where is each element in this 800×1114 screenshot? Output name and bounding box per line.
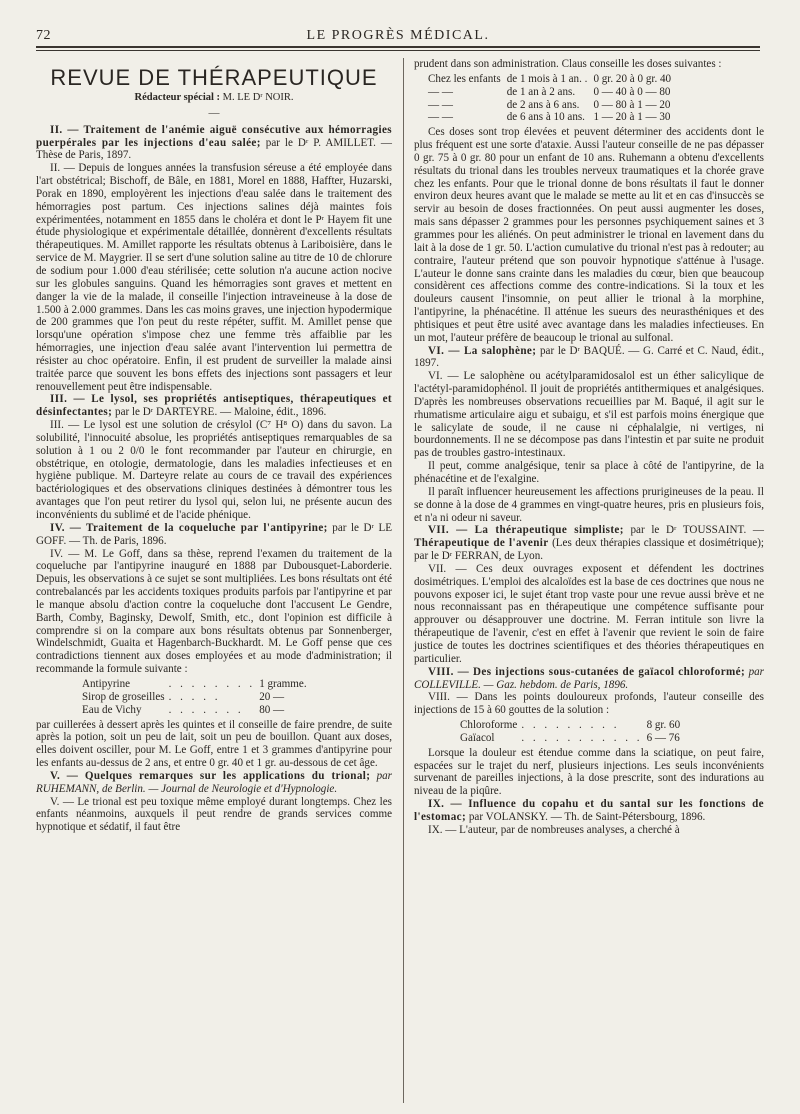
journal-title: LE PROGRÈS MÉDICAL. xyxy=(306,28,490,43)
column-divider xyxy=(403,58,404,1103)
dose-subject: — — xyxy=(428,111,453,124)
formula-leader: . . . . . xyxy=(168,690,221,703)
formula-ingredient: Eau de Vichy xyxy=(82,703,142,716)
article-body-5: V. — Le trional est peu toxique même employé durant longtemps. Chez les enfants néanmoins, auxquels il peut rendre de grands services comme hypnotique et sédatif, il faut être xyxy=(36,795,392,834)
article-body-8: VIII. — Dans les points douloureux profonds, l'auteur conseille des injections de 15 à 60 gouttes de la solution : xyxy=(414,691,764,717)
dose-row xyxy=(428,73,677,86)
formula-leader: . . . . . . . xyxy=(168,703,244,716)
formula-amount: 1 gramme. xyxy=(259,677,307,690)
dose-row xyxy=(428,111,677,124)
formula-ingredient: Gaïacol xyxy=(460,731,495,744)
formula-amount: 8 gr. 60 xyxy=(646,719,681,732)
dose-age: de 1 mois à 1 an. . xyxy=(506,72,588,85)
article-body-4: IV. — M. Le Goff, dans sa thèse, reprend l'examen du traitement de la coqueluche par l'antipyrine inauguré en 1888 par Dubousquet-Laborderie. Depuis, les observations à ce sujet se sont multipliées. Les bons résultats ont été contrebalancés par les accidents toxiques produits parfois par l'antipyrine et par le manque absolu d'action contre la coqueluche dont l'accusent Le Gendre, Barth, Comby, Baginsky, Dewolf, Smith, etc., dont l'opinion est difficile à comprendre si on la compare aux bons résultats obtenus par Sonnenberger, Windelschmidt, Guaita et Hagenbarch-Buckhardt. M. Le Goff pense que ces contradictions tiennent aux doses employées et au mode d'administration; il recommande la formule suivante : xyxy=(36,547,392,676)
formula-ingredient: Chloroforme xyxy=(460,719,518,732)
dose-subject: — — xyxy=(428,85,453,98)
heading-5-title: V. — Quelques remarques sur les applications du trional; xyxy=(50,769,371,782)
formula-row xyxy=(82,678,311,691)
formula-row xyxy=(460,732,684,745)
heading-9-ref: par VOLANSKY. — Th. de Saint-Pétersbourg, 1896. xyxy=(468,810,706,823)
formula-leader: . . . . . . . . . xyxy=(521,719,620,732)
article-body-6-b: Il peut, comme analgésique, tenir sa place à côté de l'antipyrine, de la phénacétine et de l'exalgine. xyxy=(414,460,764,485)
dose-age: de 2 ans à 6 ans. xyxy=(506,98,580,111)
heading-5-ref: par RUHEMANN, de Berlin. — Journal de Neurologie et d'Hypnologie. xyxy=(36,769,392,795)
formula-ingredient: Antipyrine xyxy=(82,677,131,690)
article-body-9: IX. — L'auteur, par de nombreuses analyses, a cherché à xyxy=(428,823,680,836)
article-heading-3 xyxy=(36,393,392,419)
article-body-3: III. — Le lysol est une solution de crésylol (C⁷ H⁸ O) dans du savon. La solubilité, l'innocuité absolue, les propriétés antiseptiques remarquables de sa solution à 1 ou 2 0/0 le font recommander par l'auteur en chirurgie, en obstétrique, en otologie, dermatologie, dans les maladies infectieuses et en hygiène publique. M. Darteyre relate au cours de ce travail des expériences bactériologiques et des observations cliniques destinées à démontrer tous les avantages que l'on peut retirer du lysol qui, selon lui, ne présente aucun des inconvénients du sublimé et de l'acide phénique. xyxy=(36,419,392,521)
dose-age: de 1 an à 2 ans. xyxy=(506,85,576,98)
article-body-5-continued: prudent dans son administration. Claus conseille les doses suivantes : xyxy=(414,58,722,70)
running-head xyxy=(36,22,760,44)
formula-leader: . . . . . . . . xyxy=(168,677,256,690)
dose-amount: 0 — 40 à 0 — 80 xyxy=(593,85,671,98)
heading-3-ref: par le Dʳ DARTEYRE. — Maloine, édit., 1896. xyxy=(115,406,327,419)
gaiacol-formula xyxy=(460,719,684,745)
article-heading-4 xyxy=(36,522,392,548)
formula-ingredient: Sirop de groseilles xyxy=(82,690,165,703)
article-heading-7 xyxy=(414,524,764,563)
heading-7-title-b: Thérapeutique de l'avenir xyxy=(414,537,549,550)
article-heading-8 xyxy=(414,666,764,692)
header-rule-thin xyxy=(36,50,760,51)
section-dash: — xyxy=(208,106,220,119)
formula-row xyxy=(82,691,311,704)
section-title: REVUE DE THÉRAPEUTIQUE xyxy=(50,65,378,90)
heading-7-ref: par le Dʳ TOUSSAINT. — xyxy=(630,524,764,537)
formula-amount: 80 — xyxy=(259,703,285,716)
article-body-5-part-2: Ces doses sont trop élevées et peuvent déterminer des accidents dont le plus fréquent est une sorte d'ataxie. Aussi l'auteur conseille de ne pas dépasser 0 gr. 75 à 0 gr. 80 pour un enfant de 10 ans. Ruhemann a obtenu d'excellents résultats du trional dans les troubles nerveux traumatiques et la chorée grave chez les enfants. Pour que le trional donne de bons résultats il faut le donner environ deux heures avant que le malade se mette au lit et en cas d'insuccès se servir au besoin de doses fractionnées. On peut aussi augmenter les doses, mais sans dépasser 2 grammes pour les personnes psychiquement saines et 3 grammes pour les aliénés. On peut administrer le trional en lavement dans du lait à la dose de 1 gr. 50. L'action cumulative du trional n'est pas à redouter; au contraire, l'auteur prétend que son pouvoir hypnotique s'atténue à l'usage. L'auteur le donne sans crainte dans les maladies du cœur, bien que beaucoup considèrent ces affections comme des contre-indications. Si la toux et les douleurs causent l'insomnie, on peut allier le trional à la morphine, l'antipyrine, la phénacétine. Il atténue les sueurs des neurasthéniques et des phtisiques et peut être usité avec avantage dans les maladies infectieuses. En un mot, l'auteur préfère de beaucoup le trional au sulfonal. xyxy=(414,126,764,344)
heading-7-title: VII. — La thérapeutique simpliste; xyxy=(428,524,624,537)
antipyrine-formula xyxy=(82,678,311,717)
editor-name: M. LE Dʳ NOIR. xyxy=(222,92,294,103)
heading-6-ref: par le Dʳ BAQUÉ. — G. Carré et C. Naud, édit., 1897. xyxy=(414,344,764,370)
left-column xyxy=(36,58,392,834)
article-heading-2 xyxy=(36,124,392,163)
heading-9-title: IX. — Influence du copahu et du santal sur les fonctions de l'estomac; xyxy=(414,798,764,823)
article-body-8-b: Lorsque la douleur est étendue comme dans la sciatique, on peut faire, espacées sur le trajet du nerf, plusieurs injections. Les seuls inconvénients survenant de pareilles injections, à la dose prescrite, sont des indurations au niveau de la piqûre. xyxy=(414,746,764,798)
article-heading-6 xyxy=(414,345,764,371)
formula-amount: 6 — 76 xyxy=(646,731,680,744)
heading-4-title: IV. — Traitement de la coqueluche par l'antipyrine; xyxy=(50,521,328,534)
heading-2-ref: par le Dʳ P. AMILLET. — Thèse de Paris, 1897. xyxy=(36,136,393,162)
formula-leader: . . . . . . . . . . . xyxy=(521,731,643,744)
dose-subject: — — xyxy=(428,98,453,111)
formula-row xyxy=(460,719,684,732)
editor-prefix: Rédacteur spécial : xyxy=(134,92,221,103)
article-heading-5 xyxy=(36,770,392,796)
page-number: 72 xyxy=(36,28,51,43)
article-body-6-c: Il paraît influencer heureusement les affections prurigineuses de la peau. Il se donne à la dose de 4 grammes en vingt-quatre heures, pris en plusieurs fois, et n'a ni odeur ni saveur. xyxy=(414,485,764,524)
formula-amount: 20 — xyxy=(259,690,285,703)
heading-2-title: II. — Traitement de l'anémie aiguë consécutive aux hémorragies puerpérales par les injections d'eau salée; xyxy=(36,123,392,149)
dose-amount: 0 gr. 20 à 0 gr. 40 xyxy=(593,72,672,85)
dose-age: de 6 ans à 10 ans. xyxy=(506,111,585,124)
article-body-4-continued: par cuillerées à dessert après les quintes et il conseille de faire prendre, de suite après la potion, soit un peu de lait, soit un peu de bouillon. Quant aux doses, elles doivent osciller, pour M. Le Goff, entre 1 et 3 grammes d'antipyrine pour les enfants au-dessus de 2 ans, et entre 0 gr. 40 et 1 gr. au-dessous de cet âge. xyxy=(36,718,392,770)
formula-row xyxy=(82,704,311,717)
heading-4-ref: par le Dʳ LE GOFF. — Th. de Paris, 1896. xyxy=(36,521,392,547)
trional-dose-table xyxy=(428,73,677,124)
heading-3-title: III. — Le lysol, ses propriétés antiseptiques, thérapeutiques et désinfectantes; xyxy=(36,393,392,419)
heading-6-title: VI. — La salophène; xyxy=(428,344,537,357)
dose-row xyxy=(428,86,677,99)
right-column xyxy=(414,58,764,837)
dose-amount: 1 — 20 à 1 — 30 xyxy=(593,111,671,124)
heading-8-title: VIII. — Des injections sous-cutanées de gaïacol chloroformé; xyxy=(428,665,746,678)
header-rule xyxy=(36,46,760,48)
dose-amount: 0 — 80 à 1 — 20 xyxy=(593,98,671,111)
article-body-2: II. — Depuis de longues années la transfusion séreuse a été employée dans l'art obstétrical; Bischoff, de Bâle, en 1881, Morel en 1888, Haffter, Huzarski, Porak en 1890, employèrent les injections d'eau salée dans le traitement des hémorragies post partum. Ces injections salines déjà maintes fois expérimentées, notamment en 1855 dans le choléra et dont le Pʳ Hayem fit une étude physiologique et expérimentale détaillée, donnèrent d'excellents résultats thérapeutiques. M. Amillet rapporte les résultats obtenus à Lariboisière, dans le service de M. Maygrier. Il se sert d'une solution saline au titre de 10 de chlorure de sodium pour 1.000 d'eau stérilisée; cette solution n'a aucune action nocive sur les globules sanguins. Quand les hémorragies sont graves et mettent en danger la vie de la malade, il conseille l'injection intraveineuse à la dose de 1.500 à 2.000 grammes. Dans les cas moins graves, une injection hypodermique de 200 grammes que l'on peut du reste répéter, suffit. M. Amillet pense que lorsqu'une opération s'impose chez une femme très affaiblie par les hémorragies, une injection d'eau salée avant l'intervention lui permettra de résister au choc opératoire. Enfin, il est prudent de surveiller la malade ainsi traitée parce que souvent les bons effets des injections sont passagers et leur renouvellement peut être indispensable. xyxy=(36,162,392,393)
dose-subject: Chez les enfants xyxy=(428,72,501,85)
heading-7-ref-b: (Les deux thérapies classique et dosimétrique); par le Dʳ FERRAN, de Lyon. xyxy=(414,537,764,563)
article-heading-9 xyxy=(414,798,764,824)
article-body-6: VI. — Le salophène ou acétylparamidosalol est un éther salicylique de l'actétyl-paramidophénol. Il jouit de propriétés antithermiques et analgésiques. D'après les nombreuses observations recueillies par M. Baqué, il agit sur le rhumatisme articulaire aigu et subaigu, et s'il est parfois moins énergique que le salicylate de soude, il ne cause ni céphalalgie, ni vertiges, ni bourdonnements. Il ne se décompose pas dans l'intestin et par suite ne produit pas de troubles gastro-intestinaux. xyxy=(414,370,764,460)
dose-row xyxy=(428,99,677,112)
section-editor xyxy=(36,92,392,105)
article-body-7: VII. — Ces deux ouvrages exposent et défendent les doctrines dosimétriques. L'emploi des alcaloïdes est la base de ces doctrines que nous ne pouvons exposer ici, le sujet étant trop vaste pour une revue aussi brève et ne nous reconnaissant pas en thérapeutique une compétence suffisante pour approuver ou désapprouver une doctrine. M. Ferran intitule son livre la thérapeutique de l'avenir, c'est en effet à l'avenir que revient le soin de faire justice de toutes les doctrines scientifiques et des théories thérapeutiques en particulier. xyxy=(414,562,764,665)
heading-8-ref: par COLLEVILLE. — Gaz. hebdom. de Paris, 1896. xyxy=(414,665,764,691)
